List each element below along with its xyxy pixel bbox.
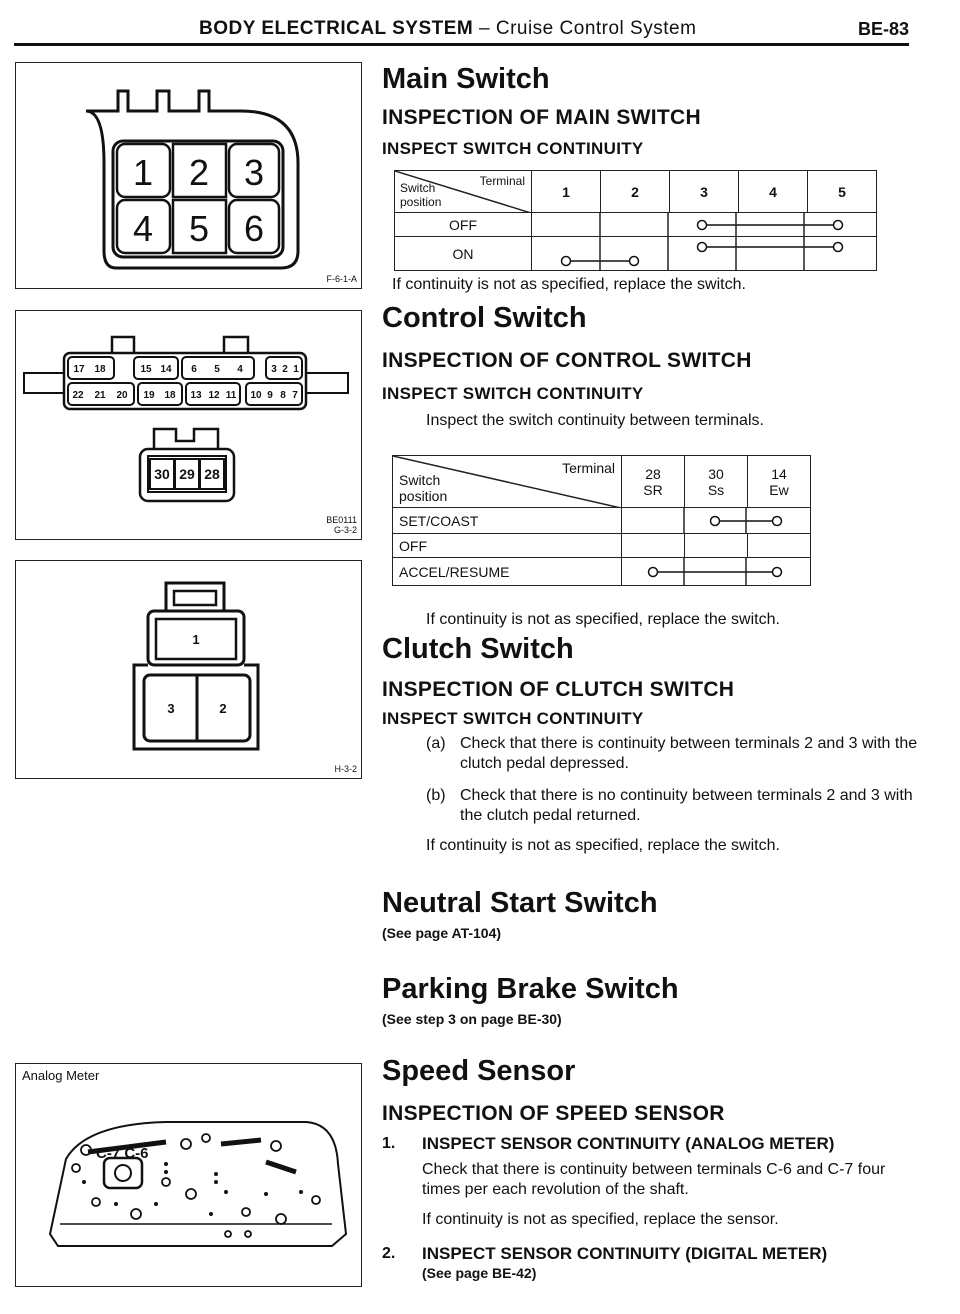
switch-position: ACCEL/RESUME bbox=[393, 558, 622, 586]
terminal-header: 28 SR bbox=[622, 456, 685, 508]
section-subtitle: INSPECTION OF MAIN SWITCH bbox=[382, 106, 701, 129]
figure-clutch-switch-connector bbox=[15, 560, 362, 779]
switch-position: OFF bbox=[395, 213, 532, 237]
main-switch-connector-diagram bbox=[16, 63, 361, 288]
section-title: Neutral Start Switch bbox=[382, 887, 658, 919]
pin-label: 2 bbox=[282, 364, 288, 375]
section-control-switch bbox=[382, 301, 927, 630]
main-switch-continuity-table bbox=[394, 170, 877, 271]
pin-label: 3 bbox=[243, 152, 265, 193]
figure-caption: Analog Meter bbox=[22, 1068, 100, 1083]
pin-label: 17 bbox=[73, 364, 85, 375]
step-title: INSPECT SENSOR CONTINUITY (DIGITAL METER) bbox=[422, 1244, 828, 1263]
page-header bbox=[14, 16, 909, 44]
page-number: BE-83 bbox=[857, 19, 909, 39]
pin-label: 1 bbox=[132, 152, 154, 193]
terminal-header: 2 bbox=[601, 171, 670, 213]
pin-label: 8 bbox=[280, 390, 286, 401]
section-title: Speed Sensor bbox=[382, 1055, 576, 1087]
pin-label: 20 bbox=[116, 390, 128, 401]
switch-position: SET/COAST bbox=[393, 508, 622, 534]
pin-label: 1 bbox=[192, 632, 200, 647]
pin-label: 3 bbox=[271, 364, 277, 375]
pin-label: 2 bbox=[219, 701, 227, 716]
switch-position: OFF bbox=[393, 534, 622, 558]
pin-label: 30 bbox=[154, 466, 170, 482]
control-switch-connector-diagram bbox=[16, 311, 361, 539]
list-item: (a) Check that there is continuity between terminals 2 and 3 with the clutch pedal depressed. bbox=[426, 735, 918, 772]
terminal-header: 3 bbox=[670, 171, 739, 213]
note-text: If continuity is not as specified, replace the switch. bbox=[426, 611, 780, 628]
reference-text: (See page BE-42) bbox=[422, 1265, 537, 1281]
note-text: If continuity is not as specified, replace the switch. bbox=[426, 837, 780, 854]
pin-label: 19 bbox=[143, 390, 155, 401]
note-text: If continuity is not as specified, replace the sensor. bbox=[422, 1211, 779, 1228]
pin-label: 2 bbox=[188, 152, 210, 193]
pin-label: 6 bbox=[243, 208, 265, 249]
section-title: Parking Brake Switch bbox=[382, 973, 679, 1005]
pin-label: 9 bbox=[267, 390, 273, 401]
pin-label: 12 bbox=[208, 390, 220, 401]
section-speed-sensor bbox=[382, 1054, 927, 1282]
pin-label: 7 bbox=[292, 390, 298, 401]
pin-label: 15 bbox=[140, 364, 152, 375]
header-subtitle: Cruise Control System bbox=[495, 18, 697, 39]
terminal-header: 1 bbox=[532, 171, 601, 213]
empty-cell bbox=[622, 534, 685, 558]
section-subtitle: INSPECTION OF CONTROL SWITCH bbox=[382, 349, 752, 372]
terminal-header: 14 Ew bbox=[748, 456, 811, 508]
reference-text: (See step 3 on page BE-30) bbox=[382, 1011, 562, 1027]
continuity-line bbox=[532, 237, 872, 271]
clutch-switch-connector-diagram bbox=[16, 561, 361, 778]
table-corner-cell: Terminal Switch position bbox=[395, 171, 532, 213]
continuity-cells bbox=[622, 558, 811, 586]
list-item: (b) Check that there is no continuity between terminals 2 and 3 with the clutch pedal returned. bbox=[426, 787, 913, 824]
continuity-cells bbox=[532, 213, 877, 237]
pin-label: 6 bbox=[191, 364, 197, 375]
content-column bbox=[382, 50, 927, 1282]
pin-label: 3 bbox=[167, 701, 175, 716]
analog-meter-diagram bbox=[16, 1064, 361, 1286]
terminal-header: 5 bbox=[808, 171, 877, 213]
section-parking-brake-switch bbox=[382, 972, 927, 1028]
pin-label: 4 bbox=[237, 364, 243, 375]
continuity-line bbox=[622, 558, 808, 586]
pin-label: 10 bbox=[250, 390, 262, 401]
continuity-cells bbox=[622, 508, 811, 534]
pin-label: 18 bbox=[94, 364, 106, 375]
reference-text: (See page AT-104) bbox=[382, 925, 502, 941]
pin-label: 21 bbox=[94, 390, 106, 401]
step-item: 1. INSPECT SENSOR CONTINUITY (ANALOG METER) bbox=[382, 1134, 835, 1153]
section-subtitle: INSPECTION OF CLUTCH SWITCH bbox=[382, 678, 735, 701]
pin-label: 4 bbox=[132, 208, 154, 249]
figure-code: BE0111 G-3-2 bbox=[326, 515, 357, 535]
section-subtitle: INSPECTION OF SPEED SENSOR bbox=[382, 1102, 725, 1125]
section-clutch-switch bbox=[382, 632, 927, 856]
continuity-cells bbox=[532, 237, 877, 271]
section-title: Main Switch bbox=[382, 63, 550, 95]
terminal-header: 30 Ss bbox=[685, 456, 748, 508]
pin-label: 22 bbox=[72, 390, 84, 401]
meter-terminal-label: C-7 C-6 bbox=[96, 1145, 149, 1162]
switch-position: ON bbox=[395, 237, 532, 271]
pin-label: 5 bbox=[214, 364, 220, 375]
pin-label: 18 bbox=[164, 390, 176, 401]
continuity-line bbox=[622, 508, 808, 534]
pin-label: 11 bbox=[225, 390, 237, 401]
step-title: INSPECT SENSOR CONTINUITY (ANALOG METER) bbox=[422, 1134, 835, 1153]
terminal-header: 4 bbox=[739, 171, 808, 213]
pin-label: 13 bbox=[190, 390, 202, 401]
pin-label: 14 bbox=[160, 364, 172, 375]
step-title: INSPECT SWITCH CONTINUITY bbox=[382, 139, 644, 158]
step-title: INSPECT SWITCH CONTINUITY bbox=[382, 709, 644, 728]
note-text: If continuity is not as specified, replace the switch. bbox=[392, 276, 746, 293]
control-switch-continuity-table bbox=[392, 455, 811, 586]
pin-label: 28 bbox=[204, 466, 220, 482]
instruction-text: Inspect the switch continuity between terminals. bbox=[426, 412, 764, 429]
pin-label: 29 bbox=[179, 466, 195, 482]
empty-cell bbox=[685, 534, 748, 558]
header-rule bbox=[14, 43, 909, 46]
figure-control-switch-connectors bbox=[15, 310, 362, 540]
section-title: Control Switch bbox=[382, 302, 587, 334]
figure-code: H-3-2 bbox=[334, 764, 357, 774]
table-corner-cell: Terminal Switch position bbox=[393, 456, 622, 508]
figure-main-switch-connector bbox=[15, 62, 362, 289]
pin-label: 5 bbox=[188, 208, 210, 249]
step-title: INSPECT SWITCH CONTINUITY bbox=[382, 384, 644, 403]
instruction-text: Check that there is continuity between terminals C-6 and C-7 four times per each revolution of the shaft. bbox=[422, 1161, 886, 1198]
figure-analog-meter bbox=[15, 1063, 362, 1287]
empty-cell bbox=[748, 534, 811, 558]
pin-label: 1 bbox=[293, 364, 299, 375]
continuity-line bbox=[532, 213, 872, 237]
step-item: 2. INSPECT SENSOR CONTINUITY (DIGITAL METER) bbox=[382, 1244, 828, 1263]
section-main-switch bbox=[382, 62, 927, 295]
section-title: Clutch Switch bbox=[382, 633, 574, 665]
header-title: BODY ELECTRICAL SYSTEM – Cruise Control System bbox=[199, 18, 697, 39]
figure-code: F-6-1-A bbox=[326, 274, 357, 284]
section-neutral-start-switch bbox=[382, 886, 927, 942]
